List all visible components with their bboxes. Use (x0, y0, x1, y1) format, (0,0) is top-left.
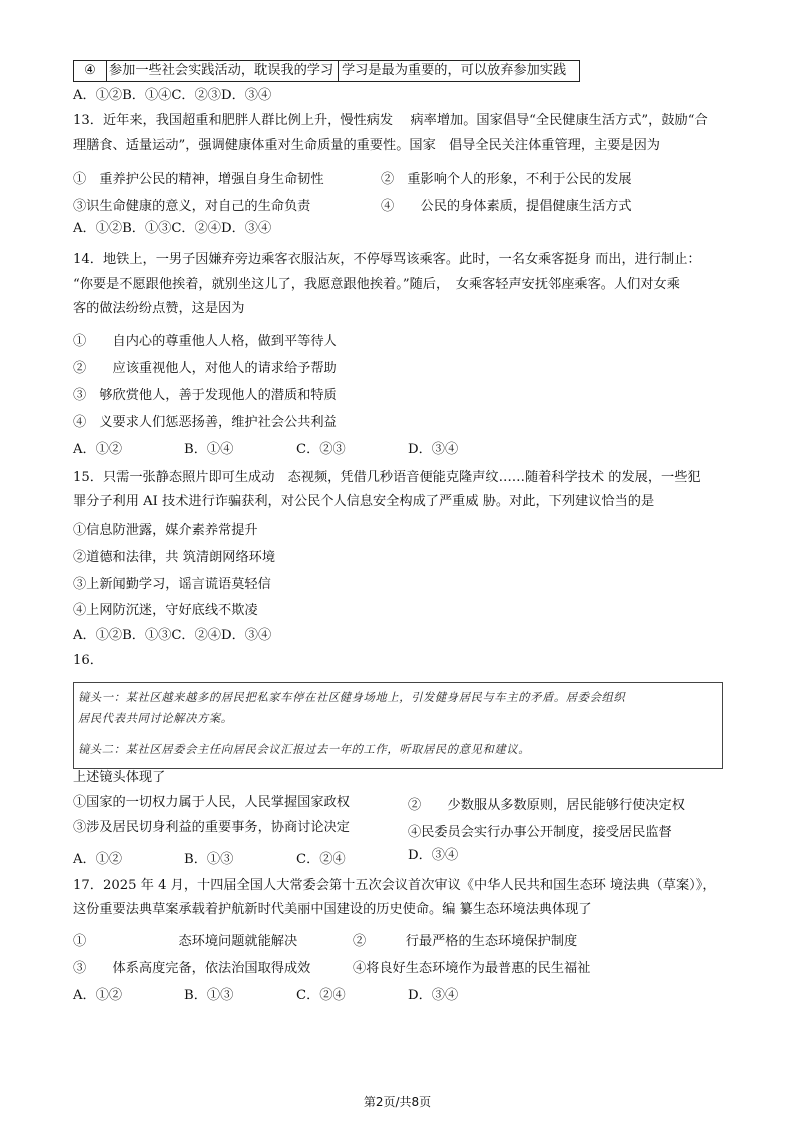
q14-stem-line1: 14．地铁上，一男子因嫌弃旁边乘客衣服沾灰，不停辱骂该乘客。此时，一名女乘客挺身 而出，进行制止： (73, 252, 701, 267)
q14-option-4: ④ 义要求人们惩恶扬善，维护社会公共利益 (73, 415, 337, 430)
q17-option-3: ③ 体系高度完备，依法治国取得成效 (73, 961, 311, 976)
q16-option-1: ①国家的一切权力属于人民，人民掌握国家政权 (73, 795, 350, 810)
q14-answer-a: A．①② (73, 442, 123, 457)
q14-answer-d: D．③④ (408, 442, 459, 457)
q15-option-3: ③上新闻勤学习，谣言谎语莫轻信 (73, 577, 271, 592)
q13-option-1: ① 重养护公民的精神，增强自身生命韧性 (73, 172, 324, 187)
q15-option-2: ②道德和法律，共 筑清朗网络环境 (73, 550, 276, 565)
q15-stem-line2: 罪分子利用 AI 技术进行诈骗获利，对公民个人信息安全构成了严重威 胁。对此，下列建议恰当的是 (73, 494, 655, 509)
q14-answer-c: C．②③ (296, 442, 346, 457)
q14-option-3: ③ 够欣赏他人，善于发现他人的潜质和特质 (73, 388, 337, 403)
q15-stem-line1: 15．只需一张静态照片即可生成动 态视频，凭借几秒语音便能克隆声纹……随着科学技术 的发展，一些犯 (73, 470, 701, 485)
q16-scene1-line2: 居民代表共同讨论解决方案。 (78, 712, 233, 725)
q13-option-2: ② 重影响个人的形象，不利于公民的发展 (381, 172, 632, 187)
q15-option-1: ①信息防泄露，媒介素养常提升 (73, 523, 258, 538)
q17-answer-b: B．①③ (184, 988, 234, 1003)
table-cell-num: ④ (74, 61, 107, 81)
q16-answer-c: C．②④ (296, 852, 346, 867)
q12-answers: A．①②B．①④C．②③D．③④ (73, 88, 272, 103)
q17-stem-line2: 这份重要法典草案承载着护航新时代美丽中国建设的历史使命。编 纂生态环境法典体现了 (73, 902, 592, 917)
q12-option-table (73, 60, 580, 82)
q16-number: 16． (73, 653, 103, 668)
q14-stem-line2: “你要是不愿跟他挨着，就别坐这儿了，我愿意跟他挨着。”随后， 女乘客轻声安抚邻座乘客。人们对女乘 (73, 277, 680, 292)
table-cell-right: 学习是最为重要的，可以放弃参加实践 (342, 63, 567, 78)
q13-stem-line2: 理膳食、适量运动”，强调健康体重对生命质量的重要性。国家 倡导全民关注体重管理，主要是因为 (73, 138, 660, 153)
q16-scenario-box (73, 682, 723, 769)
q16-answer-b: B．①③ (184, 852, 234, 867)
q14-answer-b: B．①④ (184, 442, 234, 457)
q17-answer-a: A．①② (73, 988, 123, 1003)
q16-option-4: ④民委员会实行办事公开制度，接受居民监督 (408, 825, 672, 840)
q16-answer-a: A．①② (73, 852, 123, 867)
q17-answer-d: D．③④ (408, 988, 459, 1003)
q14-stem-line3: 客的做法纷纷点赞，这是因为 (73, 301, 245, 316)
q16-scene2: 镜头二：某社区居委会主任向居民会议汇报过去一年的工作，听取居民的意见和建议。 (78, 743, 531, 756)
q17-answer-c: C．②④ (296, 988, 346, 1003)
q16-option-3: ③涉及居民切身利益的重要事务，协商讨论决定 (73, 820, 350, 835)
q15-option-4: ④上网防沉迷，守好底线不欺凌 (73, 603, 258, 618)
table-cell-left: 参加一些社会实践活动，耽误我的学习 (106, 61, 339, 81)
q16-answer-d: D．③④ (408, 848, 459, 863)
q13-answers: A．①②B．①③C．②④D．③④ (73, 221, 272, 236)
q13-stem-line1: 13．近年来，我国超重和肥胖人群比例上升，慢性病发 病率增加。国家倡导“全民健康生活方式”，鼓励“合 (73, 113, 708, 128)
q16-scene1-line1: 镜头一：某社区越来越多的居民把私家车停在社区健身场地上，引发健身居民与车主的矛盾。居委会组织 (78, 691, 626, 704)
q16-option-2: ② 少数服从多数原则，居民能够行使决定权 (408, 798, 685, 813)
q13-option-4: ④ 公民的身体素质，提倡健康生活方式 (381, 199, 632, 214)
q16-stem: 上述镜头体现了 (73, 770, 166, 785)
q17-stem-line1: 17．2025 年 4 月，十四届全国人大常委会第十五次会议首次审议《中华人民共和国生态环 境法典（草案）》， (73, 878, 716, 893)
q14-option-2: ② 应该重视他人，对他人的请求给予帮助 (73, 361, 337, 376)
q13-option-3: ③识生命健康的意义，对自己的生命负责 (73, 199, 311, 214)
page-number: 第2页/共8页 (363, 1095, 432, 1109)
q17-option-1: ① 态环境问题就能解决 (73, 934, 298, 949)
q17-option-4: ④将良好生态环境作为最普惠的民生福祉 (353, 961, 591, 976)
q14-option-1: ① 自内心的尊重他人人格，做到平等待人 (73, 334, 337, 349)
q15-answers: A．①②B．①③C．②④D．③④ (73, 628, 272, 643)
q17-option-2: ② 行最严格的生态环境保护制度 (353, 934, 578, 949)
